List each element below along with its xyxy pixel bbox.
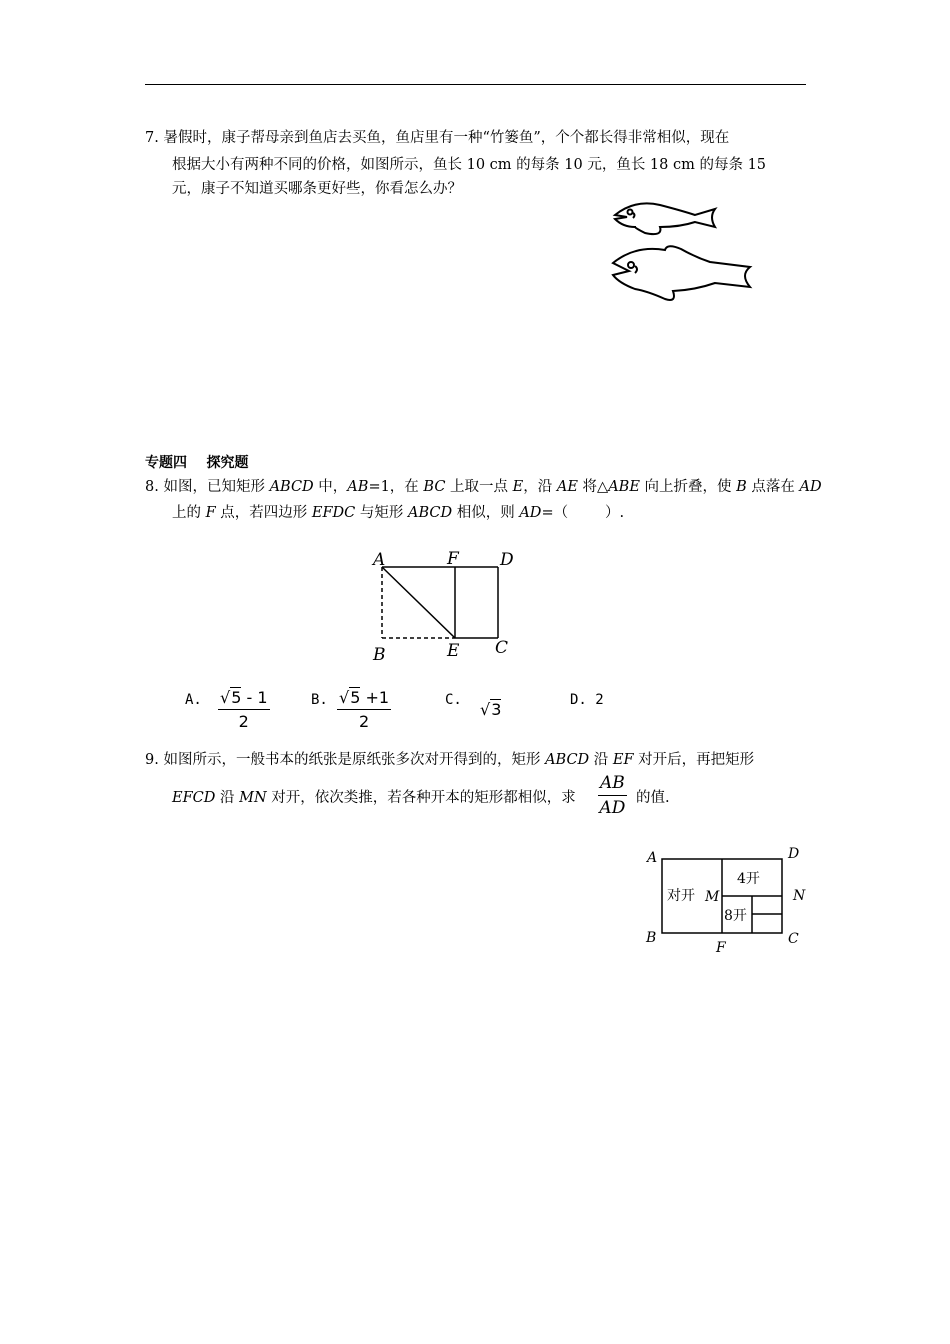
- q9-var: EF: [612, 752, 634, 768]
- label-b: B: [373, 645, 386, 665]
- label-a: A: [373, 550, 386, 570]
- q8-text: 中，: [313, 479, 348, 495]
- label-d: D: [788, 846, 800, 862]
- q8-var: AB: [347, 479, 369, 495]
- q9-text: 沿: [215, 790, 240, 806]
- segment-ae: [382, 567, 455, 638]
- q9-fraction-numerator: AB: [598, 773, 627, 796]
- q9-text: 沿: [589, 752, 613, 768]
- radicand: 5: [350, 688, 361, 707]
- option-d: D. 2: [570, 692, 604, 708]
- label-e: E: [447, 641, 460, 661]
- q8-text: 与矩形: [355, 505, 408, 521]
- label-f: F: [716, 940, 726, 956]
- q8-text: 8. 如图，已知矩形: [145, 479, 270, 495]
- label-n: N: [793, 888, 806, 904]
- q7-line-2: 根据大小有两种不同的价格，如图所示，鱼长 10 cm 的每条 10 元，鱼长 18 cm 的每条 15: [172, 157, 767, 173]
- numerator-rest: +1: [360, 688, 390, 707]
- option-a-fraction: [218, 688, 270, 731]
- q8-var: AE: [556, 479, 578, 495]
- fish-figure: [605, 195, 760, 310]
- label-d: D: [500, 550, 514, 570]
- q8-text: =（ ）.: [541, 505, 625, 521]
- q9-var: ABCD: [545, 752, 590, 768]
- option-c-value: √3: [480, 700, 502, 719]
- q8-var: E: [512, 479, 524, 495]
- q7-line-1: 7. 暑假时，康子帮母亲到鱼店去买鱼，鱼店里有一种“竹篓鱼”，个个都长得非常相似，现在: [145, 130, 730, 146]
- radicand: 3: [491, 700, 502, 719]
- option-c-label: C.: [445, 692, 462, 708]
- q9-line-2: [172, 788, 576, 808]
- q8-var: AD: [799, 479, 822, 495]
- q8-line-1: [145, 477, 822, 497]
- q8-rectangle-figure: [365, 545, 525, 670]
- q8-var: BC: [423, 479, 446, 495]
- label-m: M: [705, 889, 720, 905]
- q9-text: 对开后，再把矩形: [633, 752, 755, 768]
- option-b-numerator: √5 +1: [337, 688, 391, 710]
- label-b: B: [646, 930, 657, 946]
- label-f: F: [447, 549, 459, 569]
- q9-line-2-end: 的值.: [636, 790, 670, 806]
- small-fish-icon: [615, 203, 715, 234]
- label-half: 对开: [667, 888, 695, 904]
- label-a: A: [647, 850, 658, 866]
- option-a-denominator: 2: [238, 712, 249, 731]
- q8-text: 相似，则: [452, 505, 520, 521]
- q8-line-2: [172, 503, 624, 523]
- section-heading: 专题四 探究题: [145, 455, 249, 471]
- q8-text: 上的: [172, 505, 206, 521]
- label-c: C: [495, 638, 509, 658]
- label-quarter: 4开: [737, 871, 760, 887]
- q9-text: 对开，依次类推，若各种开本的矩形都相似，求: [266, 790, 576, 806]
- q8-var: ABE: [608, 479, 640, 495]
- option-b-denominator: 2: [358, 712, 370, 731]
- q8-text: 上取一点: [445, 479, 513, 495]
- q9-fraction: [598, 773, 627, 818]
- q9-paper-figure: [640, 840, 815, 960]
- q9-fraction-denominator: AD: [599, 798, 626, 818]
- q9-text: 9. 如图所示，一般书本的纸张是原纸张多次对开得到的，矩形: [145, 752, 546, 768]
- q8-text: ，沿: [523, 479, 557, 495]
- option-b-label: B.: [311, 692, 328, 708]
- q9-var: EFCD: [172, 790, 216, 806]
- large-fish-icon: [613, 246, 750, 300]
- q8-text: =1，在: [368, 479, 424, 495]
- numerator-rest: - 1: [241, 688, 268, 707]
- q8-var: AD: [519, 505, 542, 521]
- q8-text: 向上折叠，使: [639, 479, 737, 495]
- q8-text: 点落在: [746, 479, 800, 495]
- q8-text: 将△: [577, 479, 609, 495]
- option-a-label: A.: [185, 692, 202, 708]
- q8-var: B: [736, 479, 747, 495]
- q9-line-1: [145, 750, 754, 770]
- q8-var: EFDC: [311, 505, 356, 521]
- q8-var: ABCD: [269, 479, 314, 495]
- label-c: C: [788, 931, 799, 947]
- option-b-fraction: [337, 688, 391, 731]
- radicand: 5: [231, 688, 242, 707]
- q8-var: ABCD: [407, 505, 453, 521]
- label-eighth: 8开: [724, 908, 747, 924]
- option-a-numerator: √5 - 1: [218, 688, 270, 710]
- q9-var: MN: [239, 790, 267, 806]
- header-rule: [145, 84, 806, 85]
- q8-text: 点，若四边形: [215, 505, 312, 521]
- q8-var: F: [205, 505, 216, 521]
- q7-line-3: 元，康子不知道买哪条更好些，你看怎么办？: [172, 181, 462, 197]
